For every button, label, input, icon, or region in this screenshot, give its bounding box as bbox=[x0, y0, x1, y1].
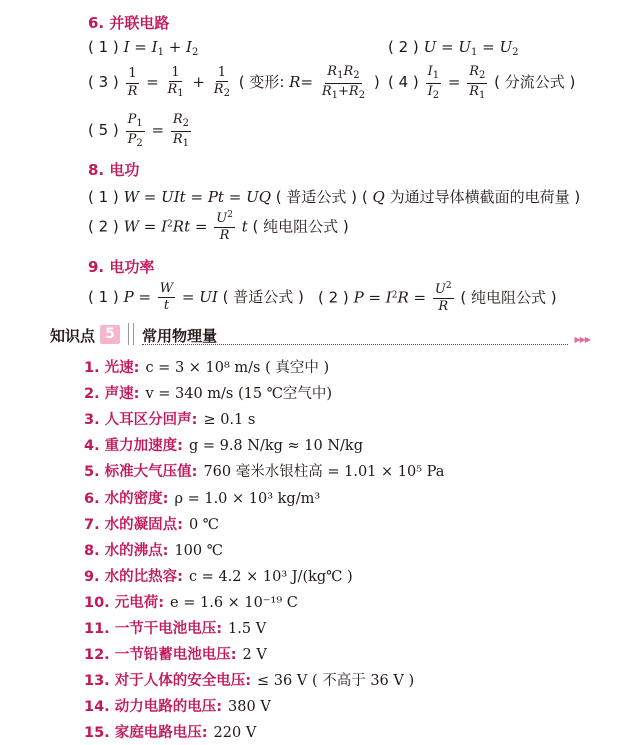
formula-number: ( 3 ) bbox=[88, 73, 119, 91]
formula-note: ( 普适公式 ) bbox=[275, 188, 358, 206]
section-8-heading: 8. 电功 bbox=[88, 161, 140, 179]
constant-row bbox=[84, 591, 298, 612]
knowledge-point-badge: 5 bbox=[100, 325, 120, 344]
constant-value: g = 9.8 N/kg ≈ 10 N/kg bbox=[188, 438, 363, 455]
formula-number: ( 5 ) bbox=[88, 121, 119, 139]
divider bbox=[128, 323, 134, 345]
formula-note-close: ) bbox=[373, 73, 380, 91]
constant-label: 9. 水的比热容: bbox=[84, 568, 183, 585]
constant-value: 760 毫米水银柱高 = 1.01 × 10⁵ Pa bbox=[203, 464, 445, 481]
formula-6-4: ( 4 ) $\frac{I_1}{I_2}$ = $\frac{R_2}{R_1}$ ( 分流公式 ) bbox=[388, 64, 576, 101]
dotted-rule bbox=[142, 344, 568, 345]
constant-label: 13. 对于人体的安全电压: bbox=[84, 673, 252, 690]
constant-value: 220 V bbox=[213, 725, 257, 742]
formula-note: ( 纯电阻公式 ) bbox=[252, 217, 349, 236]
constant-label: 11. 一节干电池电压: bbox=[84, 621, 223, 637]
constant-label: 6. 水的密度: bbox=[84, 490, 169, 507]
constant-value: v = 340 m/s (15 ℃空气中) bbox=[145, 386, 333, 403]
constant-label: 12. 一节铅蓄电池电压: bbox=[84, 647, 237, 664]
formula-6-5: ( 5 ) $\frac{P_1}{P_2}$ = $\frac{R_2}{R_1}$ bbox=[88, 112, 189, 149]
formula-9-2: ( 2 ) $P = I^2R$ = $\frac{U^2}{R}$ ( 纯电阻公式 ) bbox=[318, 281, 557, 315]
formula-note-2: 为通过导体横截面的电荷量 ) bbox=[389, 188, 581, 206]
formula-number: ( 1 ) bbox=[88, 287, 119, 306]
constant-label: 14. 动力电路的电压: bbox=[84, 699, 223, 716]
constant-label: 2. 声速: bbox=[84, 386, 140, 403]
constant-value: c = 4.2 × 10³ J/(kg℃ ) bbox=[188, 568, 353, 585]
constant-value: 2 V bbox=[242, 647, 267, 664]
constant-label: 4. 重力加速度: bbox=[84, 438, 183, 455]
constant-value: 380 V bbox=[228, 699, 271, 716]
formula-number: ( 2 ) bbox=[388, 38, 419, 56]
constant-row bbox=[84, 408, 255, 429]
constant-label: 3. 人耳区分回声: bbox=[84, 412, 198, 429]
constant-row bbox=[84, 669, 414, 690]
constant-row bbox=[84, 695, 271, 716]
knowledge-point-title: 知识点 bbox=[50, 327, 96, 345]
formula-note: ( 纯电阻公式 ) bbox=[460, 288, 557, 307]
constant-row bbox=[84, 434, 363, 455]
formula-6-3: ( 3 ) $\frac{1}{R}$ = $\frac{1}{R_1}$ + $\frac{1}{R_2}$ ( 变形: R= $\frac{R_1R_2}{R_1+R_2}$ ) bbox=[88, 64, 380, 101]
formula-number: ( 2 ) bbox=[318, 288, 349, 307]
constant-label: 1. 光速: bbox=[84, 360, 140, 376]
constant-row bbox=[84, 513, 219, 534]
formula-number: ( 1 ) bbox=[88, 38, 119, 56]
constant-label: 7. 水的凝固点: bbox=[84, 516, 183, 533]
constant-label: 8. 水的沸点: bbox=[84, 542, 169, 559]
constant-value: ≤ 36 V ( 不高于 36 V ) bbox=[257, 673, 415, 690]
formula-6-2: ( 2 ) $U = U_1 = U_2$ bbox=[388, 38, 519, 58]
section-9-heading: 9. 电功率 bbox=[88, 258, 155, 276]
constant-row bbox=[84, 643, 267, 664]
section-6-heading: 6. 并联电路 bbox=[88, 14, 170, 32]
constant-row bbox=[84, 721, 256, 742]
constant-row bbox=[84, 356, 329, 377]
constant-row bbox=[84, 487, 320, 508]
constant-row bbox=[84, 539, 223, 560]
constant-label: 15. 家庭电路电压: bbox=[84, 725, 208, 742]
formula-number: ( 1 ) bbox=[88, 188, 119, 206]
constant-value: e = 1.6 × 10⁻¹⁹ C bbox=[170, 594, 298, 611]
constant-row bbox=[84, 617, 266, 638]
knowledge-point-bar bbox=[50, 323, 590, 347]
formula-number: ( 2 ) bbox=[88, 217, 119, 236]
formula-note: ( 变形: bbox=[238, 73, 290, 91]
constant-row bbox=[84, 460, 444, 481]
constant-value: 0 ℃ bbox=[188, 516, 220, 533]
constant-value: 1.5 V bbox=[228, 621, 267, 637]
constant-value: c = 3 × 10⁸ m/s ( 真空中 ) bbox=[145, 360, 330, 376]
formula-8-1: ( 1 ) W = UIt = Pt = UQ ( 普适公式 ) ( Q 为通过导体横截面的电荷量 ) bbox=[88, 188, 581, 206]
constant-value: ρ = 1.0 × 10³ kg/m³ bbox=[174, 490, 321, 507]
formula-number: ( 4 ) bbox=[388, 73, 419, 91]
formula-6-1: ( 1 ) $I = I_1 + I_2$ bbox=[88, 38, 199, 58]
triple-arrow-icon: ▶▶▶ bbox=[574, 335, 590, 344]
formula-9-1: ( 1 ) P = $\frac{W}{t}$ = UI ( 普适公式 ) bbox=[88, 281, 304, 314]
formula-note: ( 普适公式 ) bbox=[222, 287, 304, 306]
constant-row bbox=[84, 382, 332, 403]
formula-8-2: ( 2 ) $W = I^2Rt$ = $\frac{U^2}{R}$ t ( 纯电阻公式 ) bbox=[88, 210, 349, 244]
formula-note: ( 分流公式 ) bbox=[494, 73, 576, 91]
constant-value: 100 ℃ bbox=[174, 542, 223, 559]
constant-label: 10. 元电荷: bbox=[84, 594, 165, 611]
constant-value: ≥ 0.1 s bbox=[203, 412, 256, 429]
constant-label: 5. 标准大气压值: bbox=[84, 464, 198, 481]
section-title: 常用物理量 bbox=[142, 327, 218, 345]
constant-row bbox=[84, 565, 353, 586]
